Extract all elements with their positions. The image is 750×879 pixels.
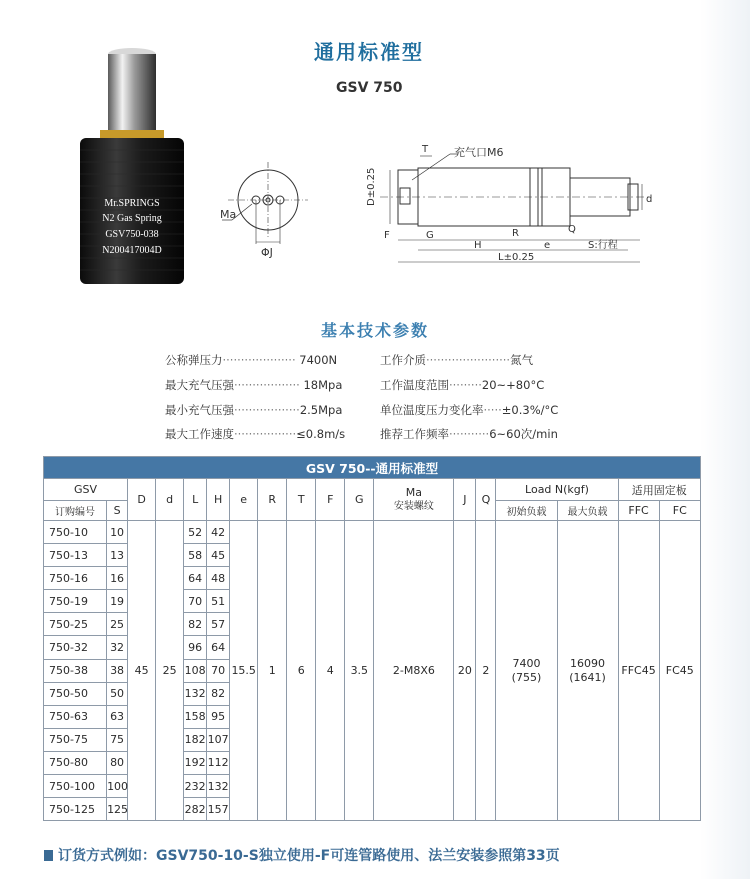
- table-row: 750-100 100 232 132: [44, 775, 701, 798]
- ma-label: Ma: [220, 208, 237, 221]
- side-view-drawing: [360, 140, 660, 270]
- cell-load-max: 16090 (1641): [557, 521, 618, 821]
- header-Q: Q: [476, 479, 496, 521]
- l-label: L±0.25: [498, 252, 535, 263]
- table-row: 750-50 50 132 82: [44, 682, 701, 705]
- table-row: 750-38 38 108 70: [44, 659, 701, 682]
- header-d: d: [156, 479, 184, 521]
- charge-port-label: 充气口M6: [454, 146, 504, 159]
- header-R: R: [258, 479, 287, 521]
- spec-table: [43, 456, 701, 821]
- table-row: 750-80 80 192 112: [44, 751, 701, 774]
- table-title: GSV 750--通用标准型: [44, 457, 701, 479]
- table-row: 750-63 63 158 95: [44, 705, 701, 728]
- f-label: F: [384, 230, 390, 241]
- spec-row: 公称弹压力···················· 7400N: [165, 353, 338, 367]
- header-J: J: [454, 479, 476, 521]
- cell-T: 6: [287, 521, 316, 821]
- header-gsv: GSV: [44, 479, 128, 501]
- header-H: H: [207, 479, 230, 521]
- cell-G: 3.5: [345, 521, 374, 821]
- table-row: 750-19 19 70 51: [44, 590, 701, 613]
- d-small-label: d: [646, 194, 653, 205]
- header-e: e: [230, 479, 258, 521]
- r-label: R: [512, 228, 519, 239]
- header-L: L: [184, 479, 207, 521]
- spec-row: 工作温度范围·········20~+80°C: [380, 378, 545, 392]
- table-row: 750-13 13 58 45: [44, 544, 701, 567]
- header-F: F: [316, 479, 345, 521]
- header-plate: 适用固定板: [618, 479, 700, 501]
- spec-row: 工作介质·······················氮气: [380, 353, 534, 367]
- table-row: 750-10 10 45 25 52 42 15.5 1 6 4 3.5 2-M8X6 20 2 7400 (755) 16090 (1641) FFC45 FC45: [44, 521, 701, 544]
- photo-label-1: Mr.SPRINGS: [104, 198, 160, 209]
- table-row: 750-75 75 182 107: [44, 728, 701, 751]
- cell-J: 20: [454, 521, 476, 821]
- table-row: 750-25 25 82 57: [44, 613, 701, 636]
- header-load: Load N(kgf): [496, 479, 618, 501]
- cell-e: 15.5: [230, 521, 258, 821]
- g-label: G: [426, 230, 434, 241]
- photo-label-4: N200417004D: [102, 245, 162, 256]
- cell-Q: 2: [476, 521, 496, 821]
- D-label: D±0.25: [366, 167, 377, 206]
- header-ffc: FFC: [618, 501, 659, 521]
- t-label: T: [422, 144, 429, 155]
- header-fc: FC: [659, 501, 700, 521]
- cell-R: 1: [258, 521, 287, 821]
- stroke-label: S:行程: [588, 240, 618, 251]
- square-bullet-icon: [44, 850, 53, 861]
- spec-row: 推荐工作频率···········6~60次/min: [380, 427, 558, 441]
- spec-row: 最大工作速度·················≤0.8m/s: [165, 427, 346, 441]
- header-T: T: [287, 479, 316, 521]
- cell-ma: 2-M8X6: [374, 521, 454, 821]
- header-s: S: [107, 501, 128, 521]
- photo-label-3: GSV750-038: [105, 229, 159, 240]
- header-load-init: 初始负载: [496, 501, 557, 521]
- photo-label-2: N2 Gas Spring: [102, 213, 162, 224]
- header-D: D: [128, 479, 156, 521]
- spec-row: 单位温度压力变化率·····±0.3%/°C: [380, 403, 559, 417]
- model-label: GSV 750: [336, 80, 403, 96]
- header-G: G: [345, 479, 374, 521]
- cell-load-init: 7400 (755): [496, 521, 557, 821]
- table-row: 750-16 16 64 48: [44, 567, 701, 590]
- page-title: 通用标准型: [314, 40, 424, 64]
- cell-ffc: FFC45: [618, 521, 659, 821]
- section-title: 基本技术参数: [320, 321, 429, 340]
- cell-D: 45: [128, 521, 156, 821]
- cell-fc: FC45: [659, 521, 700, 821]
- order-example-note: 订货方式例如：GSV750-10-S独立使用-F可连管路使用、法兰安装参照第33页: [44, 845, 560, 865]
- e-label: e: [544, 240, 551, 251]
- h-label: H: [474, 240, 482, 251]
- header-ma: Ma 安装螺纹: [374, 479, 454, 521]
- q-label: Q: [568, 224, 576, 235]
- front-view-drawing: [218, 160, 328, 260]
- cell-F: 4: [316, 521, 345, 821]
- j-label: ΦJ: [261, 246, 273, 259]
- header-load-max: 最大负载: [557, 501, 618, 521]
- header-code: 订购编号: [44, 501, 107, 521]
- table-row: 750-125 125 282 157: [44, 798, 701, 821]
- page-shade: [700, 0, 750, 879]
- spec-row: 最大充气压强·················· 18Mpa: [165, 378, 343, 392]
- cell-d: 25: [156, 521, 184, 821]
- spec-row: 最小充气压强··················2.5Mpa: [165, 403, 343, 417]
- product-photo: [72, 38, 192, 288]
- table-row: 750-32 32 96 64: [44, 636, 701, 659]
